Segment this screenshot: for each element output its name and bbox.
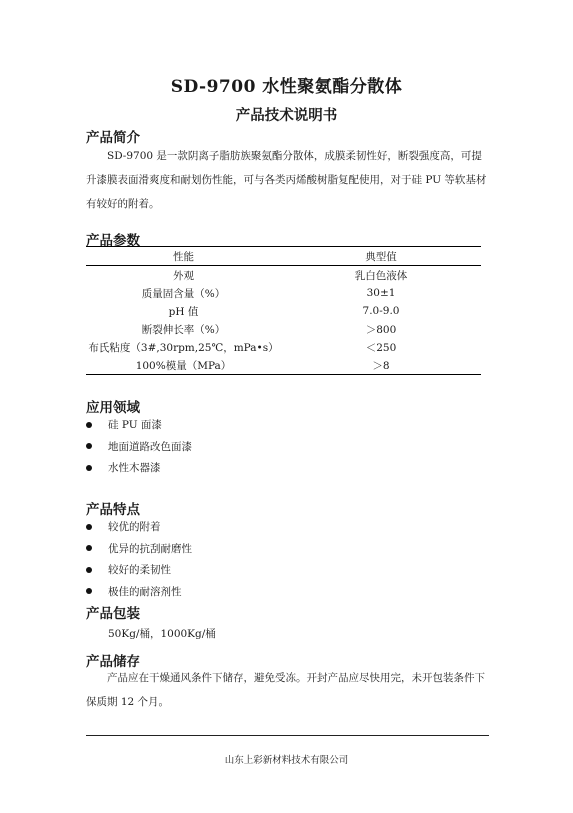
list-item-label: 较好的柔韧性 [108, 564, 171, 577]
table-row [86, 320, 481, 338]
list-item [86, 436, 192, 458]
features-list [86, 516, 192, 602]
list-item [86, 457, 192, 479]
intro-paragraph: SD-9700 是一款阴离子脂肪族聚氨酯分散体，成膜柔韧性好，断裂强度高，可提升漆膜表面滑爽度和耐划伤性能，可与各类丙烯酸树脂复配使用，对于硅 PU 等软基材有较好的附着。 [86, 150, 487, 210]
list-item [86, 559, 192, 581]
section-heading-applications: 应用领域 [86, 400, 140, 416]
table-cell-property: 100%模量（MPa） [135, 359, 232, 372]
table-cell-value: ＞8 [372, 359, 390, 372]
table-row [86, 266, 481, 285]
applications-list [86, 414, 192, 479]
table-cell-property: pH 值 [168, 305, 199, 318]
table-cell-value: 7.0-9.0 [362, 305, 400, 317]
table-header-property: 性能 [173, 250, 194, 263]
bullet-icon [86, 465, 92, 471]
table-cell-value: ＞800 [365, 323, 397, 336]
bullet-icon [86, 567, 92, 573]
table-cell-value: 30±1 [366, 287, 396, 299]
list-item [86, 538, 192, 560]
table-row [86, 356, 481, 375]
table-cell-property: 布氏粘度（3#,30rpm,25℃，mPa•s） [88, 341, 279, 354]
document-title: SD-9700 水性聚氨酯分散体 [170, 77, 403, 97]
section-heading-storage: 产品储存 [86, 654, 140, 670]
list-item [86, 516, 192, 538]
footer-company: 山东上彩新材料技术有限公司 [224, 755, 349, 766]
section-heading-packaging: 产品包装 [86, 606, 140, 622]
storage-paragraph: 产品应在干燥通风条件下储存，避免受冻。开封产品应尽快用完，未开包装条件下保质期 12 个月。 [86, 672, 485, 708]
list-item [86, 414, 192, 436]
section-heading-params: 产品参数 [86, 233, 140, 249]
list-item-label: 极佳的耐溶剂性 [108, 585, 182, 598]
bullet-icon [86, 588, 92, 594]
table-header-value: 典型值 [365, 250, 397, 263]
section-heading-intro: 产品简介 [86, 130, 140, 146]
table-cell-property: 断裂伸长率（%） [141, 323, 226, 336]
bullet-icon [86, 545, 92, 551]
table-header-row [86, 247, 481, 266]
list-item [86, 581, 192, 603]
list-item-label: 地面道路改色面漆 [108, 440, 192, 453]
document-subtitle: 产品技术说明书 [235, 107, 338, 124]
bullet-icon [86, 443, 92, 449]
list-item-label: 较优的附着 [108, 521, 161, 534]
table-cell-value: 乳白色液体 [354, 269, 408, 282]
table-row [86, 338, 481, 356]
bullet-icon [86, 422, 92, 428]
bullet-icon [86, 524, 92, 530]
params-table [86, 246, 481, 375]
table-cell-property: 质量固含量（%） [141, 287, 226, 300]
footer-divider [86, 735, 489, 736]
table-row [86, 284, 481, 302]
list-item-label: 硅 PU 面漆 [108, 419, 162, 432]
list-item-label: 优异的抗刮耐磨性 [108, 542, 192, 555]
packaging-text: 50Kg/桶，1000Kg/桶 [108, 628, 216, 640]
list-item-label: 水性木器漆 [108, 462, 161, 475]
table-cell-value: ＜250 [365, 341, 397, 354]
table-row [86, 302, 481, 320]
table-cell-property: 外观 [173, 269, 194, 282]
section-heading-features: 产品特点 [86, 502, 140, 518]
